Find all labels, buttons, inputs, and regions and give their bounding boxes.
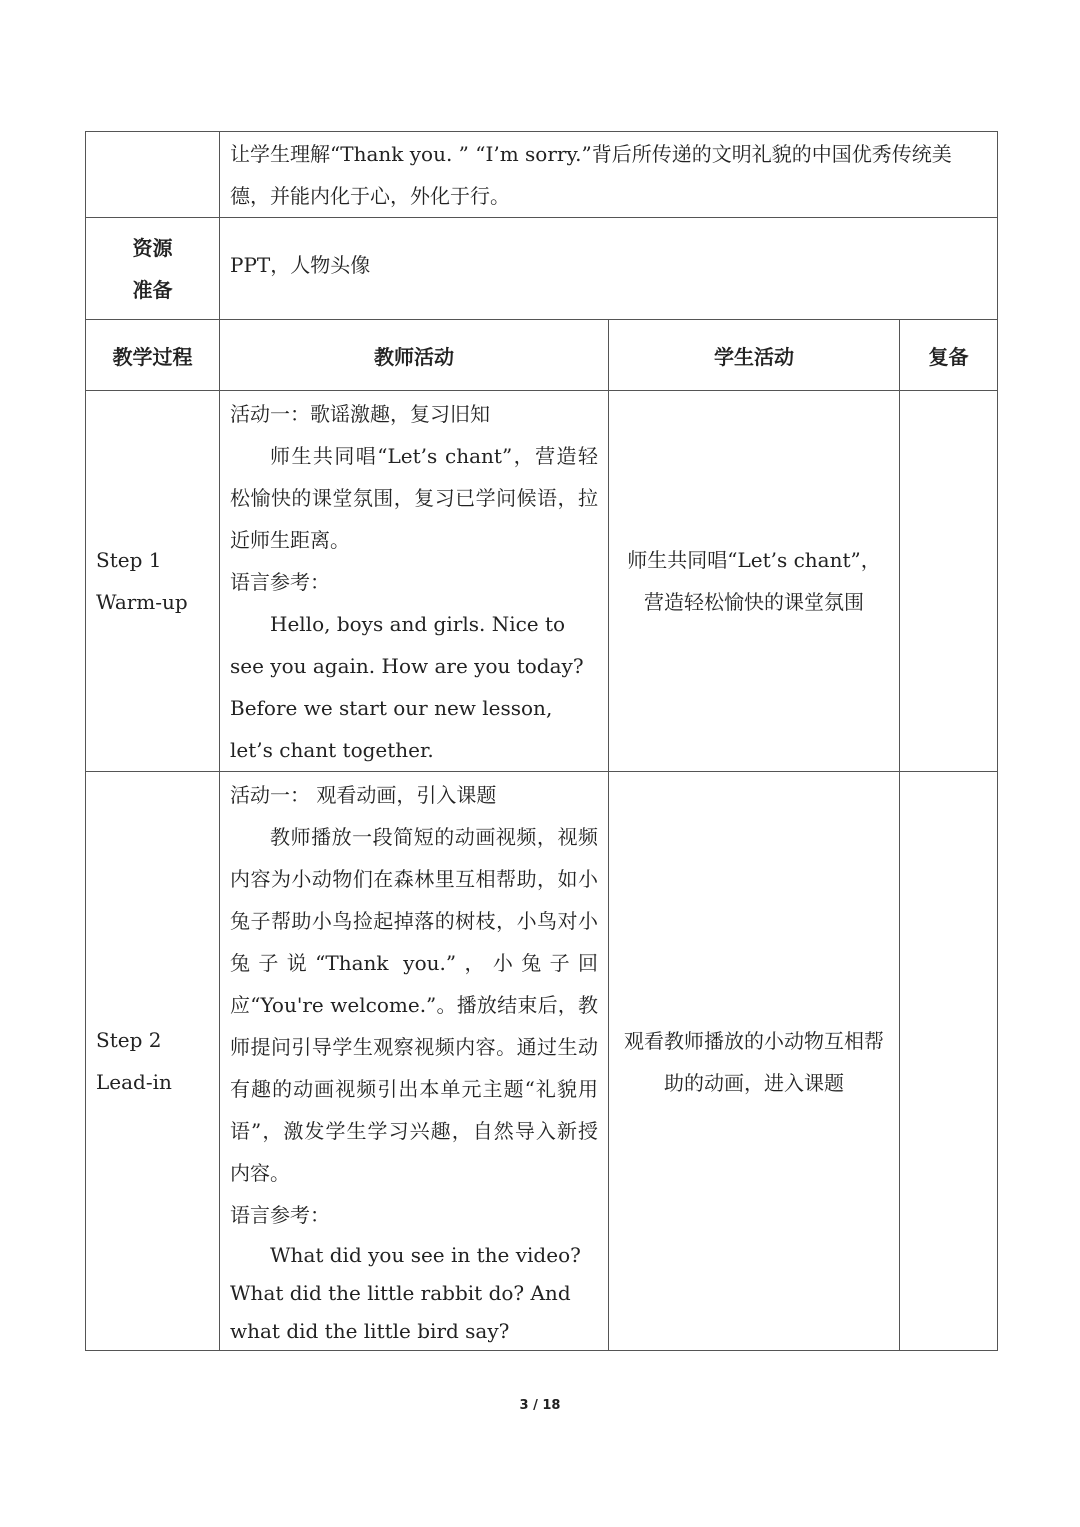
- step-1-activity-title: 活动一：歌谣激趣，复习旧知: [230, 402, 490, 426]
- resources-content: PPT，人物头像: [220, 218, 998, 320]
- resources-row: [86, 218, 998, 320]
- objective-row: [86, 132, 998, 218]
- step-1-number: Step 1: [96, 548, 162, 572]
- step-1-row: [86, 391, 998, 772]
- step-2-review-cell: [900, 772, 998, 1351]
- step-2-label: [86, 772, 220, 1351]
- step-2-name: Lead-in: [96, 1070, 172, 1094]
- step-1-teacher-activity: [220, 391, 609, 772]
- page-number: 3 / 18: [519, 1398, 561, 1413]
- step-1-label: [86, 391, 220, 772]
- objective-text: 让学生理解“Thank you. ” “I’m sorry.”背后所传递的文明礼貌的中国优秀传统美德，并能内化于心，外化于行。: [220, 132, 998, 218]
- resources-label: [86, 218, 220, 320]
- objective-label-cell: [86, 132, 220, 218]
- step-2-number: Step 2: [96, 1028, 162, 1052]
- step-1-teacher-text: 师生共同唱“Let’s chant”，营造轻松愉快的课堂氛围，复习已学问候语，拉近师生距离。: [230, 444, 598, 552]
- step-1-language-text: Hello, boys and girls. Nice to see you again. How are you today? Before we start our new lesson, let’s chant together.: [230, 612, 584, 762]
- step-1-name: Warm-up: [96, 590, 188, 614]
- step-2-activity-title: 活动一： 观看动画，引入课题: [230, 783, 497, 807]
- resources-label-line2: 准备: [132, 277, 173, 302]
- table-header-row: [86, 320, 998, 391]
- lesson-plan-sheet: [85, 131, 997, 1351]
- header-teaching-process: 教学过程: [86, 320, 220, 391]
- step-1-language-label: 语言参考：: [230, 570, 330, 594]
- step-1-review-cell: [900, 391, 998, 772]
- resources-label-line1: 资源: [132, 235, 173, 260]
- header-teacher-activity: 教师活动: [220, 320, 609, 391]
- header-review: 复备: [900, 320, 998, 391]
- step-2-teacher-activity: [220, 772, 609, 1351]
- step-1-student-activity: 师生共同唱“Let’s chant”，营造轻松愉快的课堂氛围: [609, 391, 900, 772]
- step-2-teacher-text: 教师播放一段简短的动画视频，视频内容为小动物们在森林里互相帮助，如小兔子帮助小鸟捡起掉落的树枝，小鸟对小兔子说“Thank you.”，小兔子回应“You're welcome.”。播放结束后，教师提问引导学生观察视频内容。通过生动有趣的动画视频引出本单元主题“礼貌用语”，激发学生学习兴趣，自然导入新授内容。: [230, 825, 598, 1185]
- step-2-language-text: What did you see in the video? What did the little rabbit do? And what did the little bird say?: [230, 1243, 581, 1343]
- step-2-student-activity: 观看教师播放的小动物互相帮助的动画，进入课题: [609, 772, 900, 1351]
- lesson-plan-table: [85, 131, 998, 1351]
- step-2-language-label: 语言参考：: [230, 1203, 330, 1227]
- step-2-row: [86, 772, 998, 1351]
- header-student-activity: 学生活动: [609, 320, 900, 391]
